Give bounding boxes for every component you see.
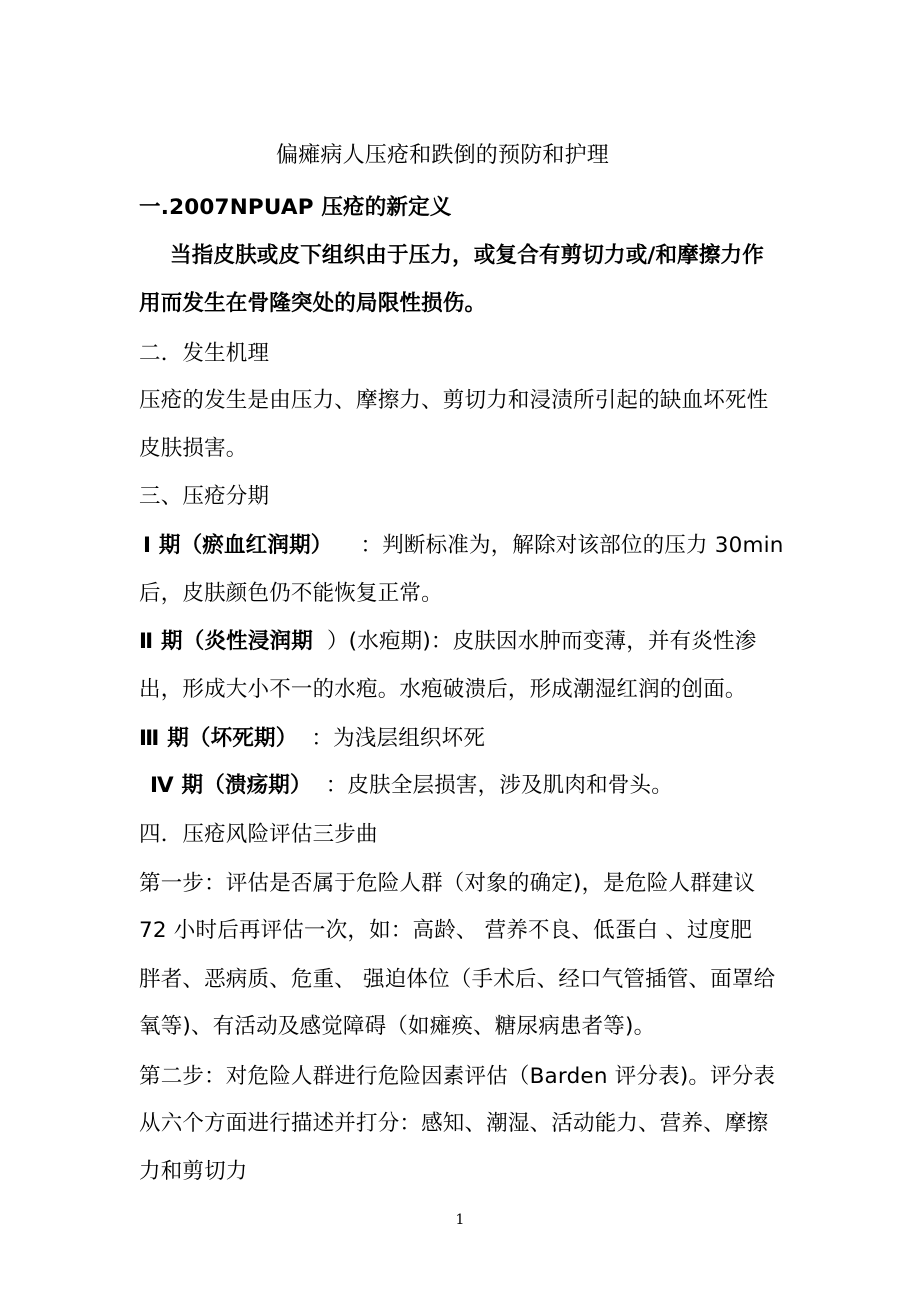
stage4-text: ：皮肤全层损害，涉及肌肉和骨头。 <box>325 773 673 798</box>
section2-heading: 二．发生机理 <box>139 341 270 366</box>
stage2-continuation: 出，形成大小不一的水疱。水疱破溃后，形成潮湿红润的创面。 <box>139 677 747 702</box>
stage4-line <box>150 772 673 800</box>
section1-body-line2: 用而发生在骨隆突处的局限性损伤。 <box>139 291 487 316</box>
page-number: 1 <box>455 1212 465 1228</box>
stage4-label: Ⅳ 期（溃疡期） <box>150 773 312 798</box>
step1-line2: 72 小时后再评估一次，如：高龄、 营养不良、低蛋白 、过度肥 <box>139 918 753 943</box>
stage2-text: ）(水疱期)：皮肤因水肿而变薄，并有炎性渗 <box>326 629 757 654</box>
step2-line3: 力和剪切力 <box>139 1159 248 1184</box>
stage3-line <box>139 725 485 753</box>
document-title: 偏瘫病人压疮和跌倒的预防和护理 <box>276 143 610 168</box>
stage1-text: ：判断标准为，解除对该部位的压力 30min <box>360 533 784 558</box>
stage3-label: Ⅲ 期（坏死期） <box>139 726 298 751</box>
section1-body-line1: 当指皮肤或皮下组织由于压力，或复合有剪切力或/和摩擦力作 <box>170 243 764 268</box>
step1-line4: 氧等)、有活动及感觉障碍（如瘫痪、糖尿病患者等)。 <box>139 1014 656 1039</box>
stage2-label: Ⅱ 期（炎性浸润期 <box>139 629 313 654</box>
section2-body-line1: 压疮的发生是由压力、摩擦力、剪切力和浸渍所引起的缺血坏死性 <box>139 388 769 413</box>
step1-line1: 第一步：评估是否属于危险人群（对象的确定)，是危险人群建议 <box>139 871 756 896</box>
step2-line1: 第二步：对危险人群进行危险因素评估（Barden 评分表)。评分表 <box>139 1064 776 1089</box>
stage1-line <box>143 532 784 560</box>
step2-line2: 从六个方面进行描述并打分：感知、潮湿、活动能力、营养、摩擦 <box>139 1111 769 1136</box>
stage1-label: I 期（瘀血红润期） <box>143 533 333 558</box>
stage3-text: ：为浅层组织坏死 <box>311 726 486 751</box>
section1-heading: 一.2007NPUAP 压疮的新定义 <box>139 195 452 220</box>
stage1-continuation: 后，皮肤颜色仍不能恢复正常。 <box>139 581 443 606</box>
section3-heading: 三、压疮分期 <box>139 484 270 509</box>
section4-heading: 四．压疮风险评估三步曲 <box>139 822 378 847</box>
step1-line3: 胖者、恶病质、危重、 强迫体位（手术后、经口气管插管、面罩给 <box>139 967 776 992</box>
section2-body-line2: 皮肤损害。 <box>139 436 248 461</box>
stage2-line <box>139 628 756 656</box>
